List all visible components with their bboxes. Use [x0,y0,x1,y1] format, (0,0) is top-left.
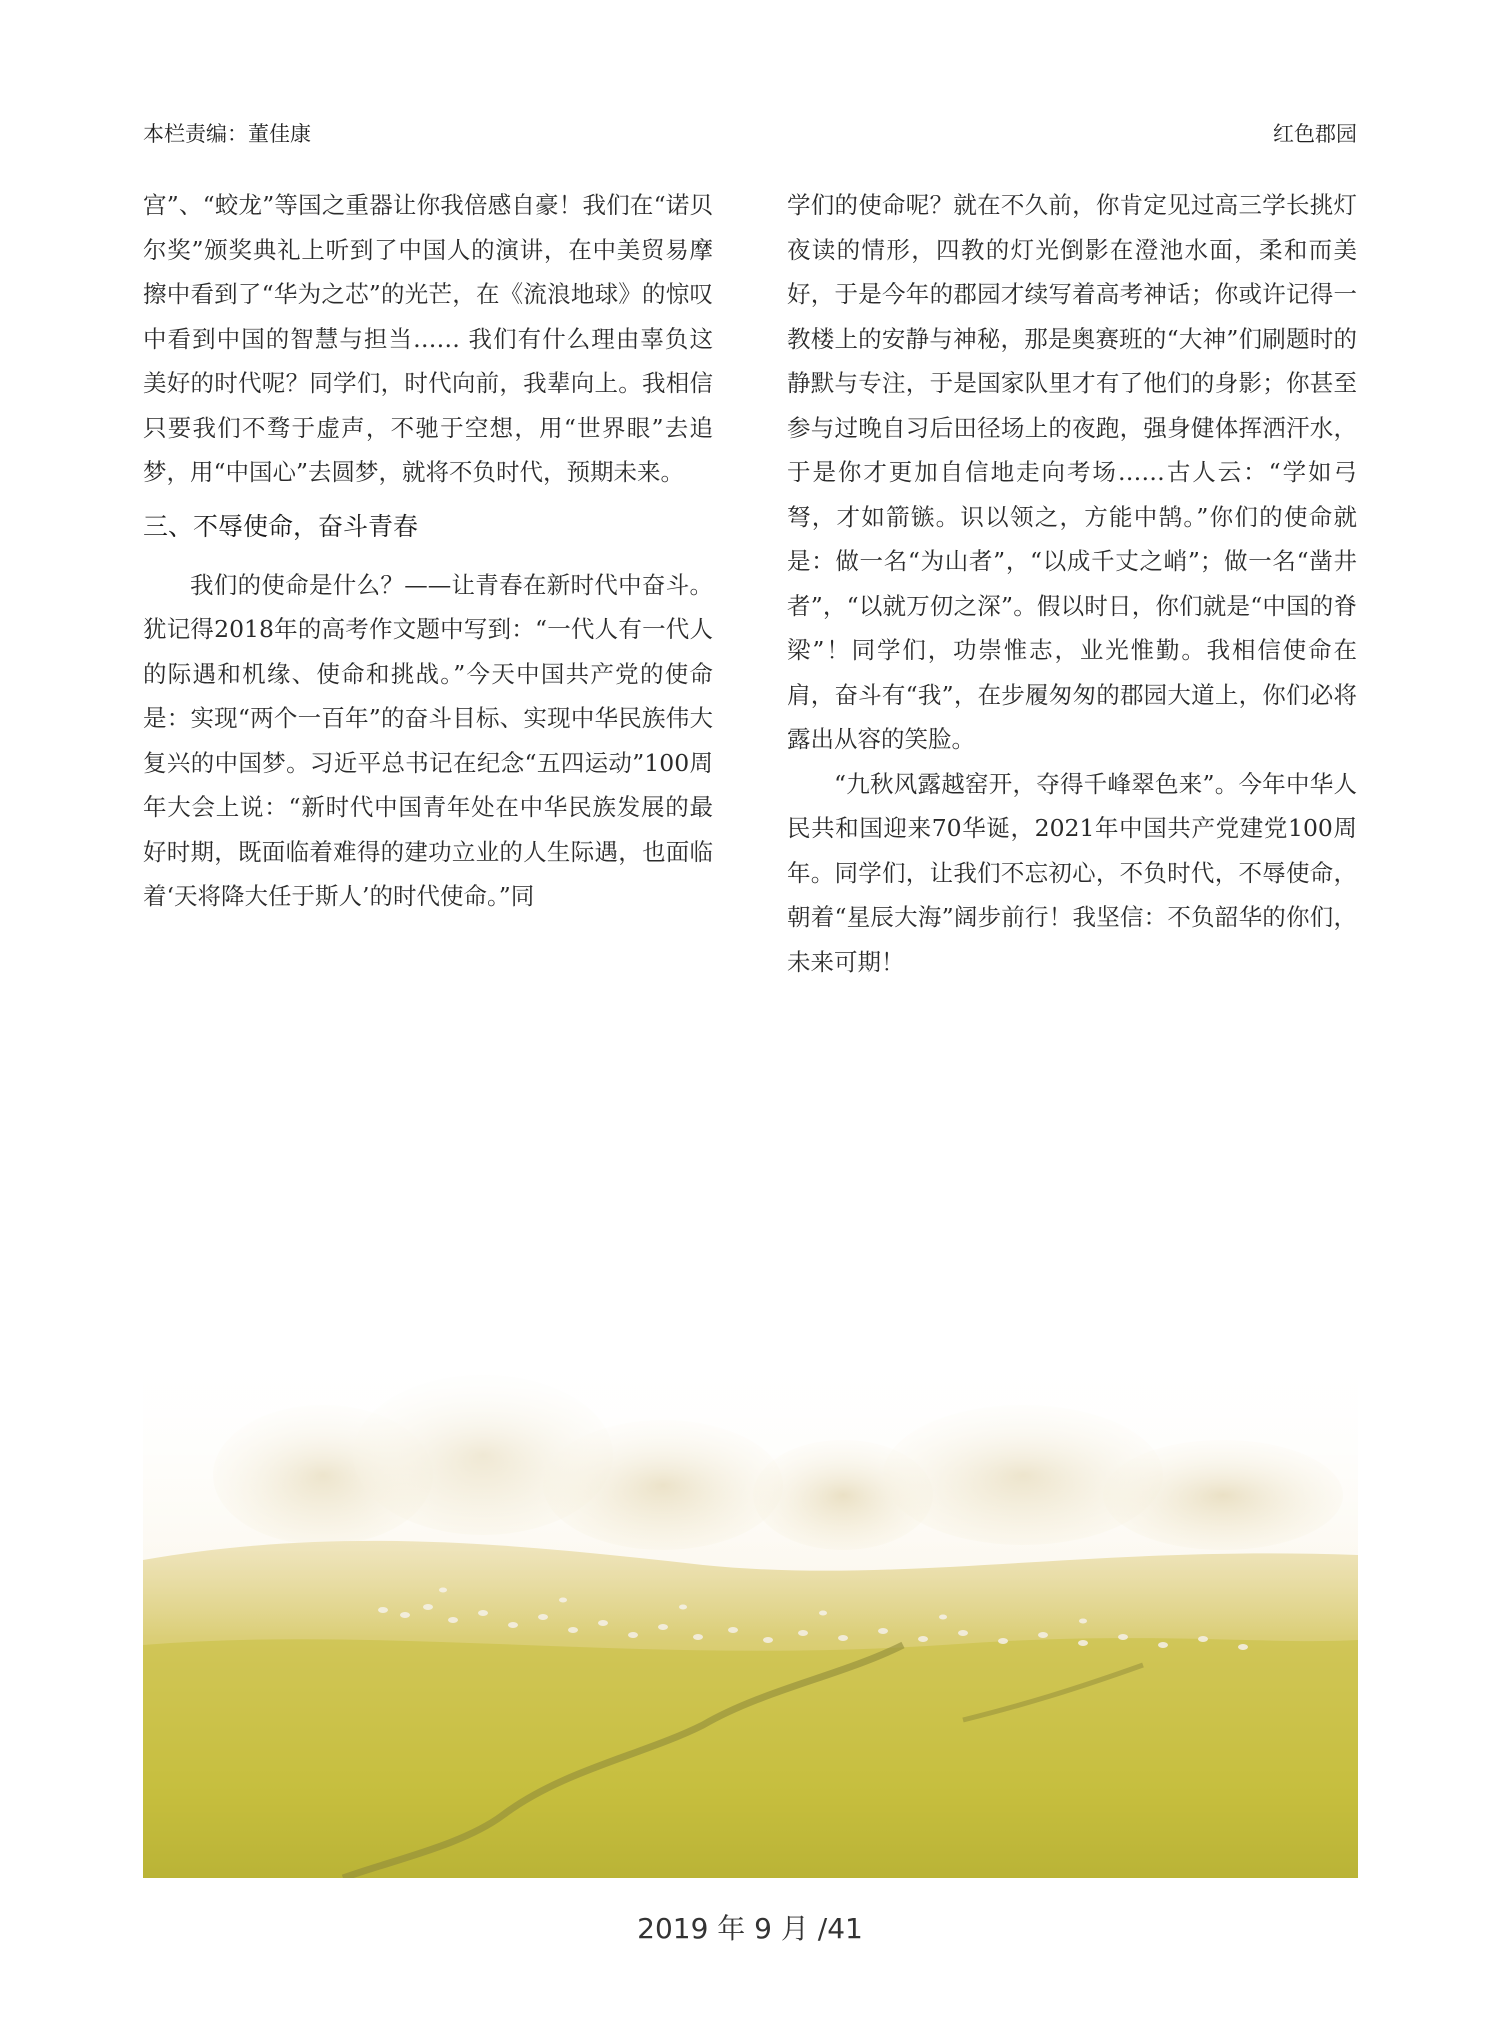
paragraph: “九秋风露越窑开，夺得千峰翠色来”。今年中华人民共和国迎来70华诞，2021年中国共产党建党100周年。同学们，让我们不忘初心，不负时代，不辱使命，朝着“星辰大海”阔步前行！我坚信：不负韶华的你们，未来可期！ [787,769,1357,976]
page-header [143,118,1357,150]
editor-credit: 本栏责编：董佳康 [143,122,311,146]
right-text-column [787,183,1357,984]
grassland-photo [143,1345,1358,1878]
column-title: 红色郡园 [1273,122,1357,146]
paragraph: 学们的使命呢？就在不久前，你肯定见过高三学长挑灯夜读的情形，四教的灯光倒影在澄池水面，柔和而美好，于是今年的郡园才续写着高考神话；你或许记得一教楼上的安静与神秘，那是奥赛班的“大神”们刷题时的静默与专注，于是国家队里才有了他们的身影；你甚至参与过晚自习后田径场上的夜跑，强身健体挥洒汗水，于是你才更加自信地走向考场……古人云：“学如弓弩，才如箭镞。识以领之，方能中鹄。”你们的使命就是：做一名“为山者”，“以成千丈之峭”；做一名“凿井者”，“以就万仞之深”。假以时日，你们就是“中国的脊梁”！同学们，功崇惟志，业光惟勤。我相信使命在肩，奋斗有“我”，在步履匆匆的郡园大道上，你们必将露出从容的笑脸。 [787,191,1357,753]
section-heading: 三、不辱使命，奋斗青春 [143,511,419,541]
paragraph: 宫”、“蛟龙”等国之重器让你我倍感自豪！我们在“诺贝尔奖”颁奖典礼上听到了中国人的演讲，在中美贸易摩擦中看到了“华为之芯”的光芒，在《流浪地球》的惊叹中看到中国的智慧与担当…… 我们有什么理由辜负这美好的时代呢？同学们，时代向前，我辈向上。我相信只要我们不骛于虚声，不驰于空想，用“世界眼”去追梦，用“中国心”去圆梦，就将不负时代，预期未来。 [143,191,713,486]
page-number: 2019 年 9 月 /41 [637,1912,863,1945]
left-text-column [143,183,713,919]
paragraph: 我们的使命是什么？——让青春在新时代中奋斗。犹记得2018年的高考作文题中写到：“一代人有一代人的际遇和机缘、使命和挑战。”今天中国共产党的使命是：实现“两个一百年”的奋斗目标、实现中华民族伟大复兴的中国梦。习近平总书记在纪念“五四运动”100周年大会上说：“新时代中国青年处在中华民族发展的最好时期，既面临着难得的建功立业的人生际遇，也面临着‘天将降大任于斯人’的时代使命。”同 [143,570,713,910]
